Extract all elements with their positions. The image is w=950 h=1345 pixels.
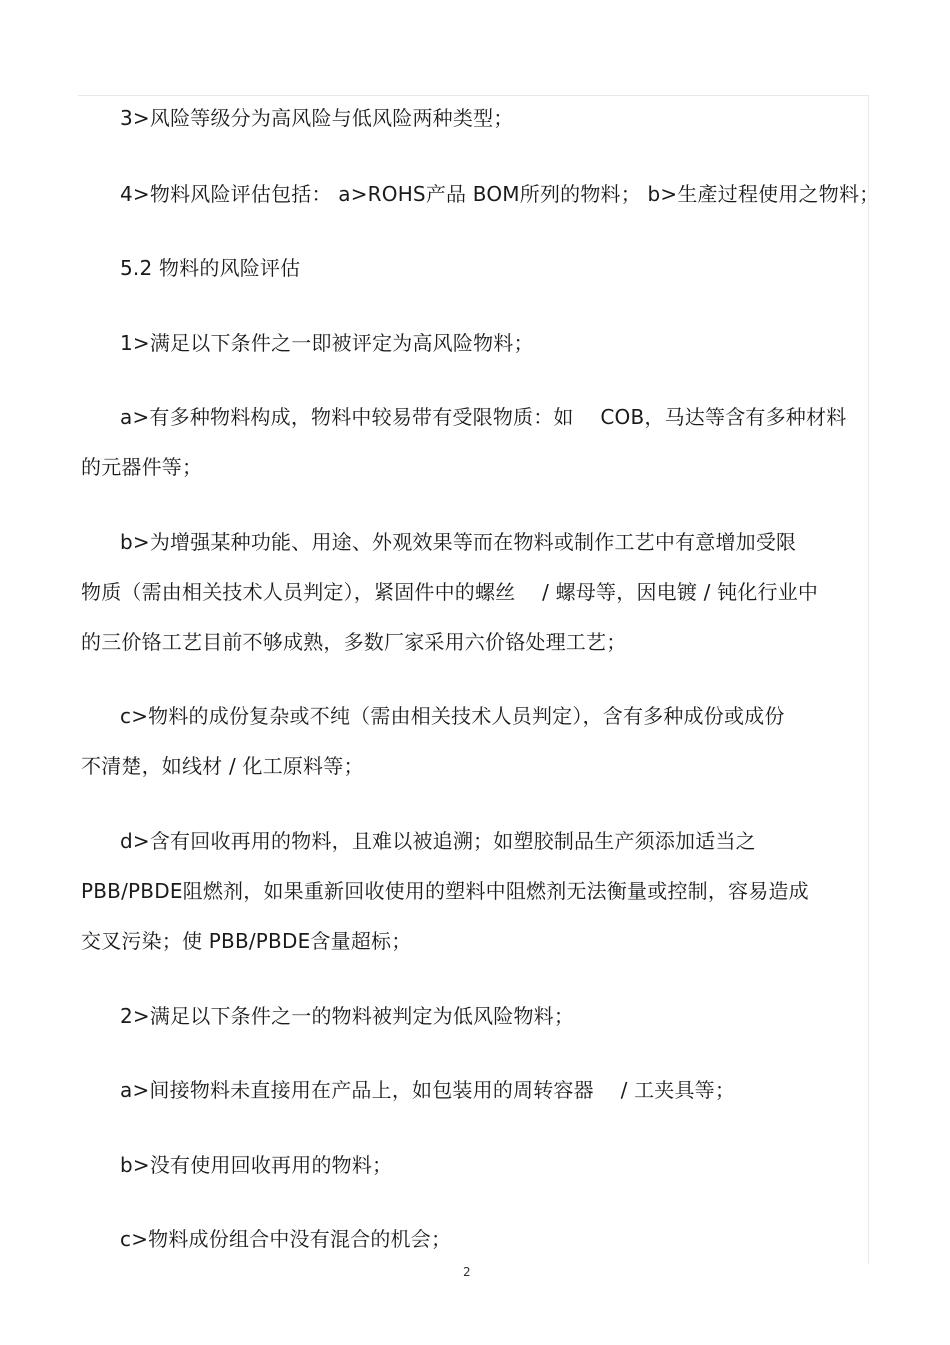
high-risk-item-a-line-2: 的元器件等； [81, 455, 203, 479]
low-risk-item-b: b>没有使用回收再用的物料； [120, 1153, 393, 1177]
section-heading-5-2: 5.2 物料的风险评估 [120, 256, 301, 280]
high-risk-item-d-line-2: PBB/PBDE阻燃剂，如果重新回收使用的塑料中阻燃剂无法衡量或控制，容易造成 [81, 879, 809, 903]
high-risk-item-d-line-3: 交叉污染；使 PBB/PBDE含量超标； [81, 929, 412, 953]
high-risk-criteria-heading: 1>满足以下条件之一即被评定为高风险物料； [120, 331, 534, 355]
high-risk-item-b-line-3: 的三价铬工艺目前不够成熟，多数厂家采用六价铬处理工艺； [81, 630, 627, 654]
low-risk-item-a: a>间接物料未直接用在产品上，如包装用的周转容器 / 工夹具等； [120, 1078, 736, 1102]
page-number: 2 [463, 1265, 471, 1279]
risk-assessment-scope-paragraph: 4>物料风险评估包括： a>ROHS产品 BOM所列的物料； b>生產过程使用之物料； [120, 182, 880, 206]
low-risk-item-c: c>物料成份组合中没有混合的机会； [120, 1227, 452, 1251]
high-risk-item-c-line-2: 不清楚，如线材 / 化工原料等； [81, 754, 364, 778]
high-risk-item-b-line-2: 物质（需由相关技术人员判定），紧固件中的螺丝 / 螺母等，因电镀 / 钝化行业中 [81, 580, 819, 604]
high-risk-item-d-line-1: d>含有回收再用的物料，且难以被追溯；如塑胶制品生产须添加适当之 [120, 829, 756, 853]
high-risk-item-a-line-1: a>有多种物料构成，物料中较易带有受限物质：如 COB，马达等含有多种材料 [120, 405, 847, 429]
risk-level-paragraph: 3>风险等级分为高风险与低风险两种类型； [120, 106, 514, 130]
high-risk-item-b-line-1: b>为增强某种功能、用途、外观效果等而在物料或制作工艺中有意增加受限 [120, 530, 797, 554]
low-risk-criteria-heading: 2>满足以下条件之一的物料被判定为低风险物料； [120, 1004, 575, 1028]
high-risk-item-c-line-1: c>物料的成份复杂或不纯（需由相关技术人员判定），含有多种成份或成份 [120, 704, 785, 728]
